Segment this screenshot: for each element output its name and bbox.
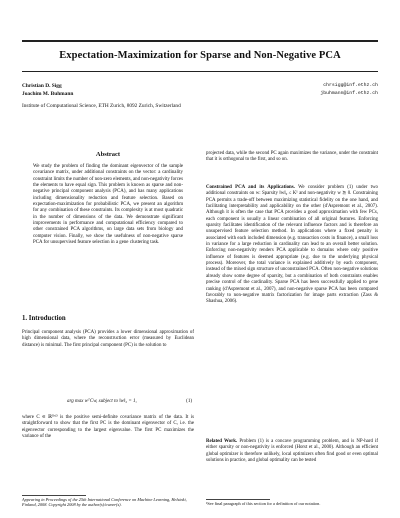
footnote-right: ¹See final paragraph of this section for a definition of our notation. — [206, 501, 321, 506]
related-work-section — [206, 439, 378, 464]
title-top-rule — [22, 40, 378, 42]
intro-paragraph-2: where C ∈ ℝᴰˣᴰ is the positive semi-definite covariance matrix of the data. It is straightforward to show that the first PC is the dominant eigenvector of C, i.e. the eigenvector corresponding to the largest eigenvalue. The first PC maximizes the variance of the — [22, 415, 194, 440]
author-name-1: Christian D. Sigg — [22, 83, 62, 89]
equation-1 — [22, 398, 194, 410]
constrained-text: We consider problem (1) under two additional constraints on w: Sparsity ‖w‖₀ ≤ K¹ and non-negativity w ⪰ 0. Constraining PCA permits a trade-off between maximizing statistical fidelity on the one hand, and facilitating interpretability and applicability on the other (d'Aspremont et al., 2007). Although it is often the case that PCA provides a good approximation with few PCs, each component is usually a linear combination of all original features. Enforcing sparsity facilitates identification of the relevant influence factors and is therefore an unsupervised feature selection method. In applications where a fixed penalty is associated with each included dimension (e.g. transaction costs in finance), a small loss in variance for a large reduction in cardinality can lead to an overall better solution. Enforcing non-negativity renders PCA applicable to domains where only positive influence of features is deemed appropriate (e.g. due to the underlying physical process). Moreover, the total variance is explained additively by each component, instead of the mixed sign structure of unconstrained PCA. Often non-negative solutions already show some degree of sparsity, but a combination of both constraints enables precise control of the cardinality. Sparse PCA has been successfully applied to gene ranking (d'Aspremont et al., 2007), and non-negative sparse PCA has been compared favorably to non-negative matrix factorization for image parts extraction (Zass & Shashua, 2006). — [206, 185, 379, 305]
right-paragraph-1 — [206, 151, 378, 164]
abstract-text — [33, 164, 183, 246]
abstract-heading: Abstract — [95, 151, 121, 158]
equation-number: (1) — [186, 399, 192, 404]
paper-title: Expectation-Maximization for Sparse and Non-Negative PCA — [59, 50, 341, 61]
related-heading: Related Work. — [206, 439, 238, 444]
intro-heading: 1. Introduction — [22, 315, 66, 322]
author-email-1: chrsigg@inf.ethz.ch — [323, 83, 378, 88]
constrained-pca-section — [206, 185, 378, 306]
author-name-2: Joachim M. Buhmann — [22, 91, 74, 97]
author-email-2: jbuhmann@inf.ethz.ch — [320, 91, 378, 96]
intro-paragraph-1: Principal component analysis (PCA) provides a lower dimensional approximation of high dimensional data, where the reconstruction error (measured by Euclidean distance) is minimal. The first principal component (PC) is the solution to — [22, 330, 194, 348]
title-bottom-rule — [22, 71, 378, 72]
footnote-rule-right — [206, 499, 270, 500]
constrained-heading: Constrained PCA and its Applications. — [206, 185, 295, 190]
footnote-left: Appearing in Proceedings of the 25th International Conference on Machine Learning, Helsinki, Finland, 2008. Copyright 2008 by the author(s)/owner(s). — [22, 497, 187, 508]
footnote-rule-left — [22, 495, 86, 496]
abstract-paragraph: We study the problem of finding the dominant eigenvector of the sample covariance matrix, under additional constraints on the vector: a cardinality constraint limits the number of non-zero elements, and non-negativity forces the elements to have equal sign. This problem is known as sparse and non-negative principal component analysis (PCA), and has many applications including dimensionality reduction and feature selection. Based on expectation-maximization for probabilistic PCA, we present an algorithm for any combination of these constraints. Its complexity is at most quadratic in the number of dimensions of the data. We demonstrate significant improvements in performance and computational efficiency compared to other constrained PCA algorithms, on large data sets from biology and computer vision. Finally, we show the usefulness of non-negative sparse PCA for unsupervised feature selection in a gene clustering task. — [33, 164, 183, 246]
right-paragraph-1-text: projected data, while the second PC again maximizes the variance, under the constraint that it is orthogonal to the first, and so on. — [206, 151, 378, 163]
intro-body-2 — [22, 415, 194, 440]
affiliation: Institute of Computational Science, ETH Zurich, 8092 Zurich, Switzerland — [22, 103, 181, 109]
related-text: Problem (1) is a concave programming problem, and is NP-hard if either sparsity or non-negativity is enforced (Horst et al., 2000). Although an efficient global optimizer is therefore unlikely, local optimizers often find good or even optimal solutions in practice, and global optimality can be tested — [206, 439, 378, 464]
equation-expression: arg max wᵀCw, subject to ‖w‖₂ = 1, — [67, 399, 137, 404]
intro-body — [22, 330, 194, 349]
